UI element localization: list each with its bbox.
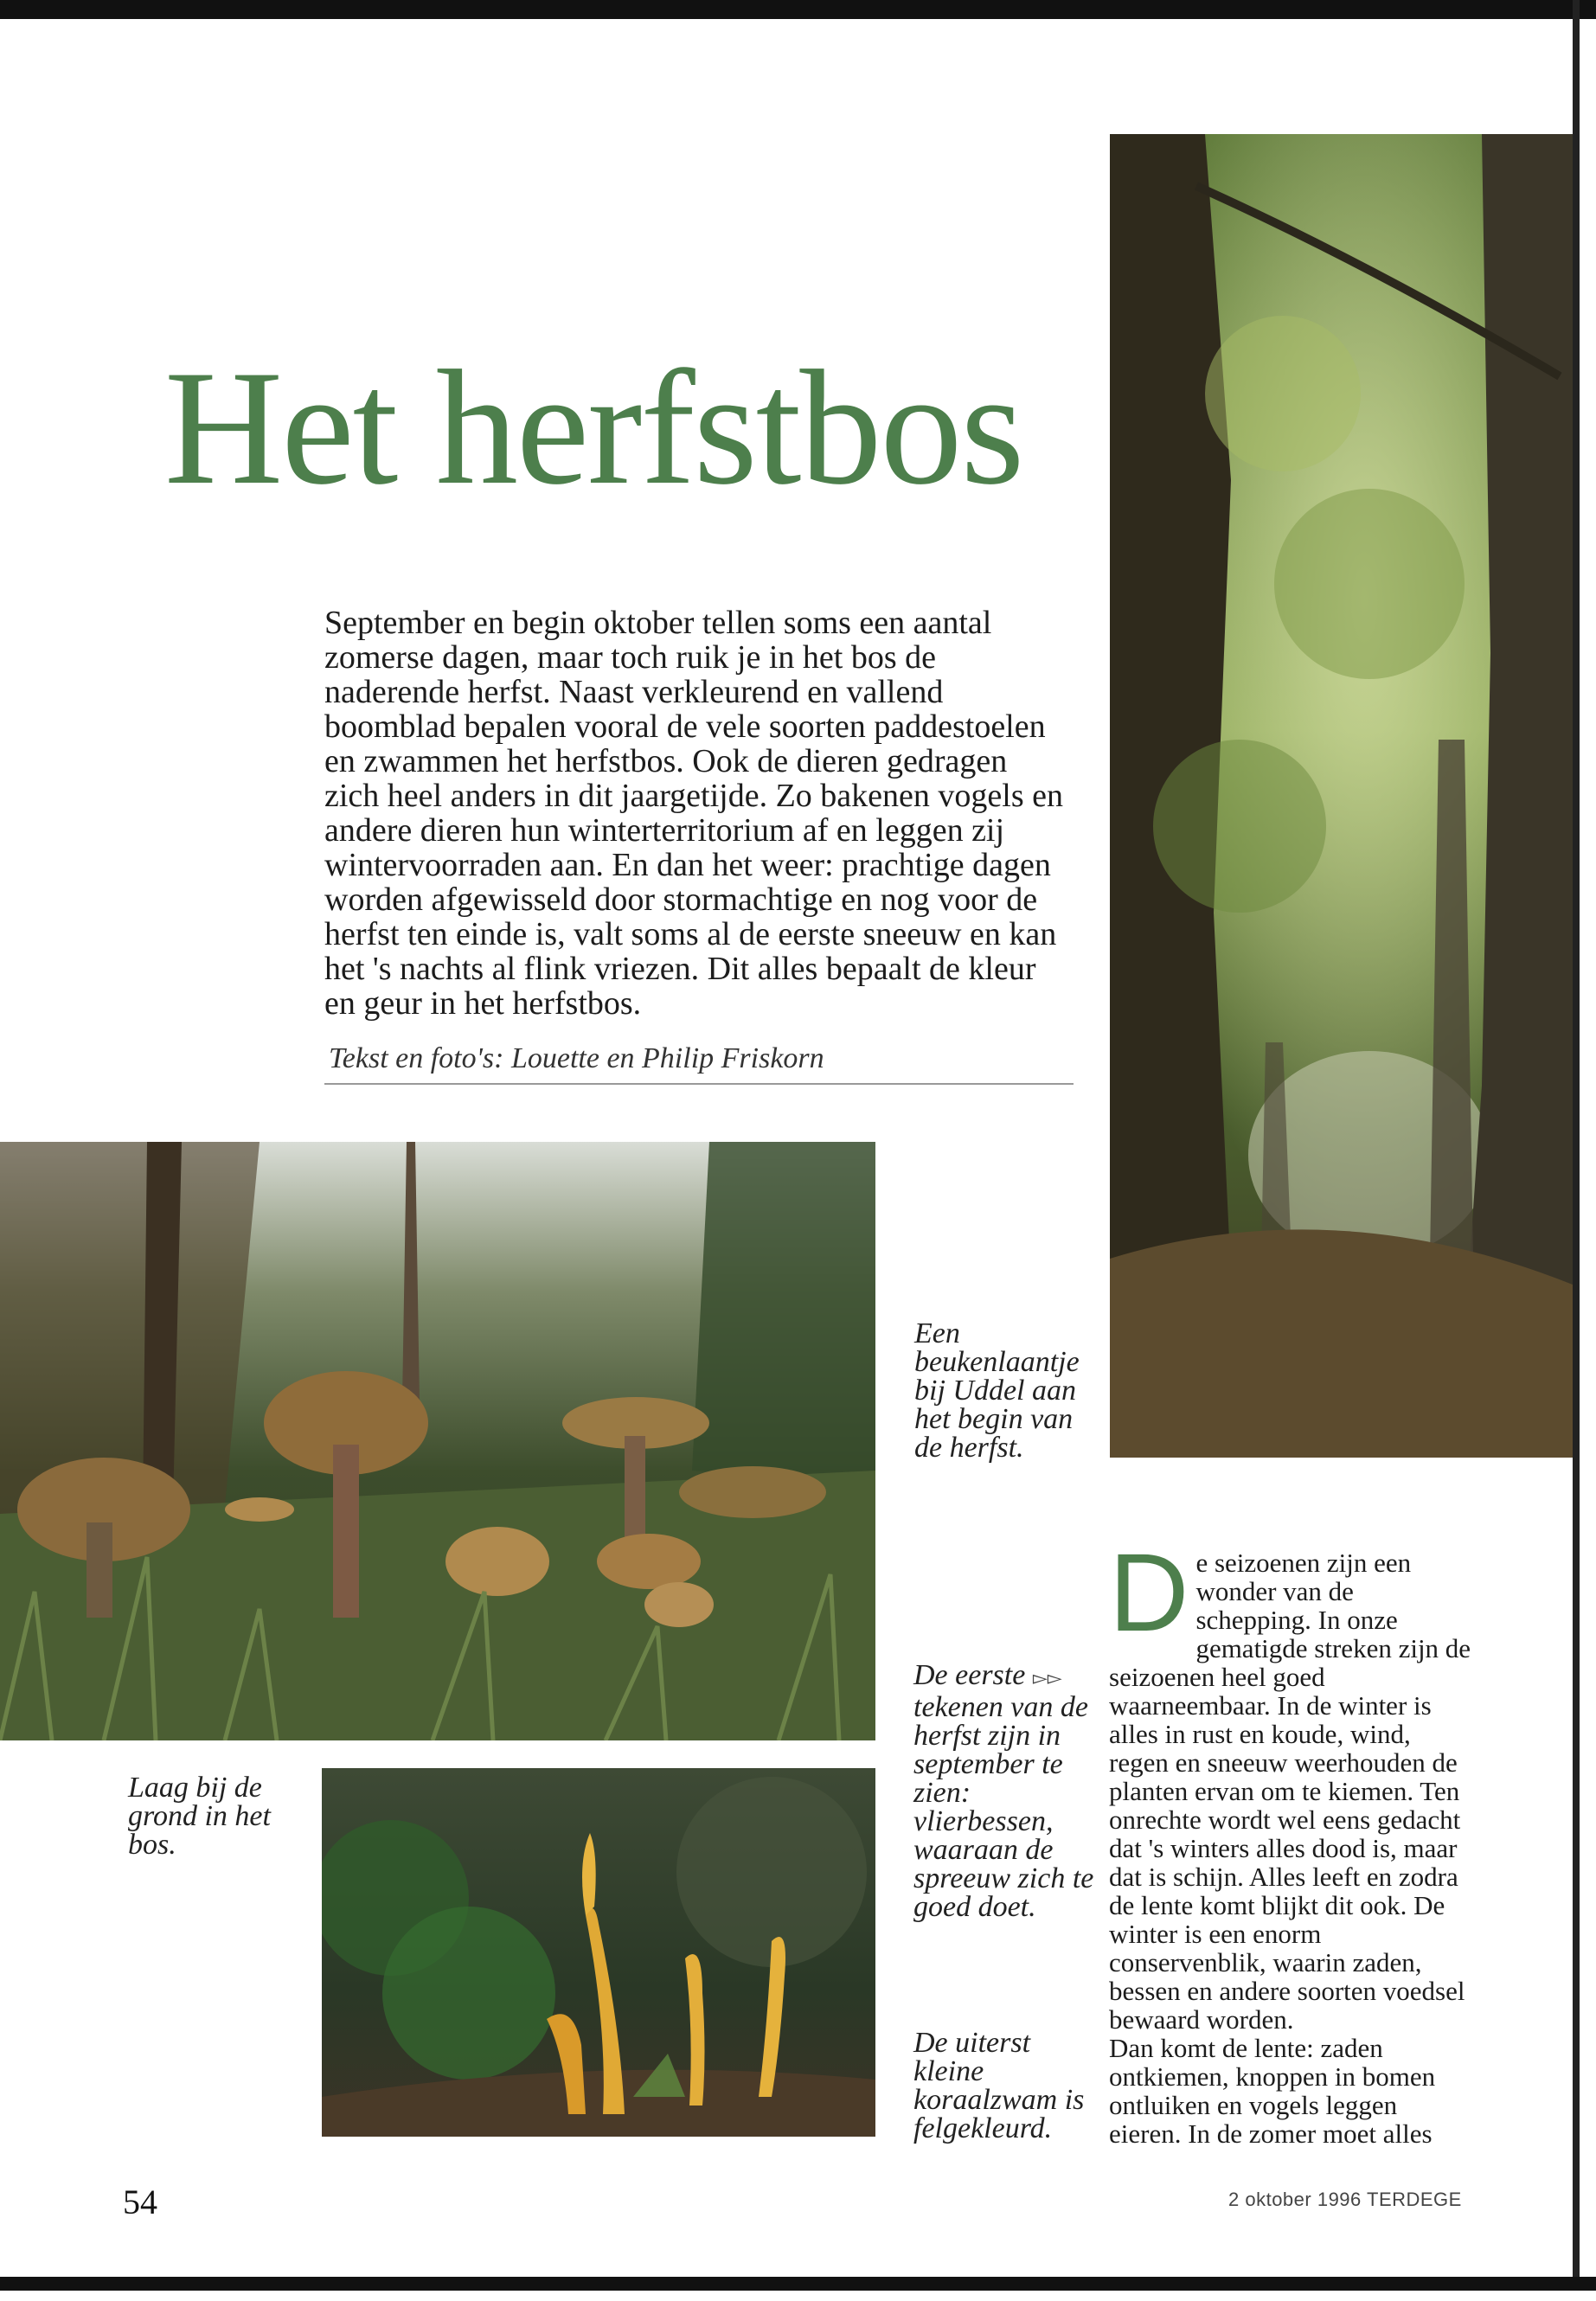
caption-beech-lane: Een beukenlaantje bij Uddel aan het begin van de herfst.: [914, 1317, 1080, 1464]
body-text: [1109, 1531, 1472, 2149]
coral-fungus-photo: [322, 1768, 875, 2137]
credit-divider: [324, 1083, 1074, 1085]
beech-lane-photo: [1110, 134, 1573, 1458]
drop-cap: D: [1109, 1531, 1189, 1655]
footer-issue: [1228, 2189, 1462, 2211]
top-border: [0, 0, 1596, 19]
footer-publication: TERDEGE: [1367, 2189, 1462, 2210]
caption-coral-fungus: De uiterst kleine koraalzwam is felgekleurd.: [913, 2027, 1085, 2144]
mushrooms-photo: [0, 1142, 875, 1740]
article-intro: September en begin oktober tellen soms een aantal zomerse dagen, maar toch ruik je in het bos de naderende herfst. Naast verkleurend en vallend boomblad bepalen vooral de vele soorten paddestoelen en zwammen het herfstbos. Ook de dieren gedragen zich heel anders in dit jaargetijde. Zo bakenen vogels en andere dieren hun winterterritorium af en leggen zij wintervoorraden aan. En dan het weer: prachtige dagen worden afgewisseld door stormachtige en nog voor de herfst ten einde is, valt soms al de eerste sneeuw en kan het 's nachts al flink vriezen. Dit alles bepaalt de kleur en geur in het herfstbos.: [324, 605, 1063, 1022]
caption-first-signs: [913, 1661, 1095, 1921]
bottom-border: [0, 2277, 1596, 2291]
body-paragraph-2: Dan komt de lente: zaden ontkiemen, knoppen in bomen ontluiken en vogels leggen eieren. In de zomer moet alles: [1109, 2033, 1436, 2149]
caption-first-signs-rest: tekenen van de herfst zijn in september te zien: vlierbessen, waaraan de spreeuw zich te goed doet.: [913, 1691, 1094, 1923]
right-border: [1573, 0, 1580, 2291]
continue-arrow-icon: ▻▻: [1032, 1668, 1062, 1689]
footer-date: 2 oktober 1996: [1228, 2189, 1362, 2210]
body-paragraph-1: e seizoenen zijn een wonder van de schepping. In onze gematigde streken zijn de seizoenen heel goed waarneembaar. In de winter is alles in rust en koude, wind, regen en sneeuw weerhouden de planten ervan om te kiemen. Ten onrechte wordt wel eens gedacht dat 's winters alles dood is, maar dat is schijn. Alles leeft en zodra de lente komt blijkt dit ook. De winter is een enorm conservenblik, waarin zaden, bessen en andere soorten voedsel bewaard worden.: [1109, 1548, 1471, 2035]
caption-first-signs-start: De eerste: [913, 1659, 1026, 1691]
page-number: 54: [123, 2182, 157, 2221]
article-title: Het herfstbos: [164, 337, 1023, 519]
photo-credit: Tekst en foto's: Louette en Philip Friskorn: [329, 1042, 824, 1074]
caption-low-ground: Laag bij de grond in het bos.: [128, 1772, 271, 1861]
